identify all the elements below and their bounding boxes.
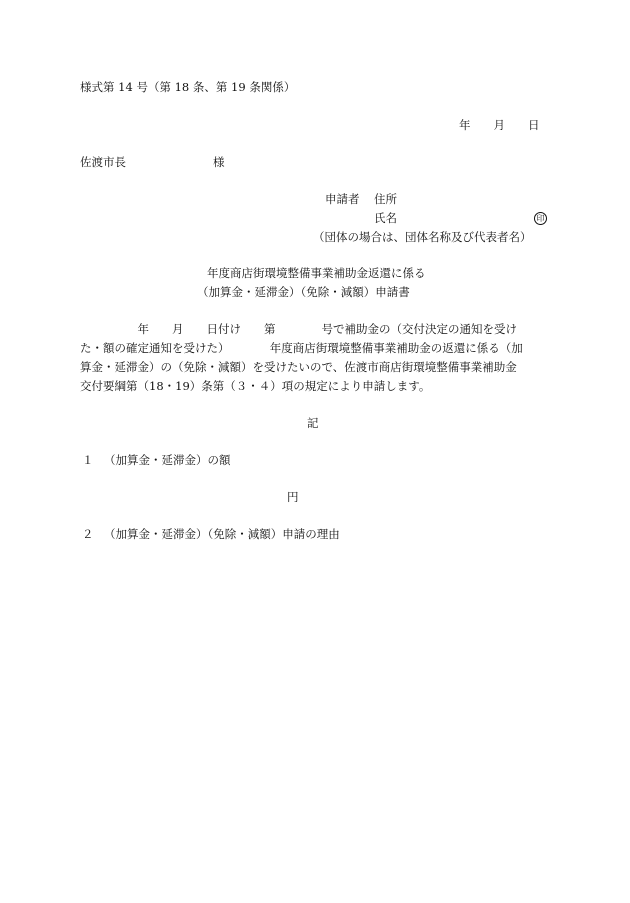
document-title-line2: （加算金・延滞金）（免除・減額）申請書 (197, 285, 410, 299)
ki-heading: 記 (307, 416, 319, 430)
applicant-label: 申請者 (325, 192, 360, 206)
date-line: 年 月 日 (459, 118, 540, 132)
body-line-4: 交付要綱第（18・19）条第（３・４）項の規定により申請します。 (80, 379, 431, 393)
seal-mark-text: 印 (536, 213, 545, 223)
form-number: 様式第 14 号（第 18 条、第 19 条関係） (80, 80, 296, 94)
body-line-3: 算金・延滞金）の（免除・減額）を受けたいので、佐渡市商店街環境整備事業補助金 (80, 360, 517, 374)
body-line-2: た・額の確定通知を受けた） 年度商店街環境整備事業補助金の返還に係る（加 (80, 341, 523, 355)
document-title-line1: 年度商店街環境整備事業補助金返還に係る (207, 266, 426, 280)
body-line-1: 年 月 日付け 第 号で補助金の（交付決定の通知を受け (80, 322, 517, 336)
item-2-label: （加算金・延滞金）（免除・減額）申請の理由 (104, 527, 340, 541)
item-1-number: １ (82, 453, 94, 467)
name-label: 氏名 (374, 211, 397, 225)
item-1-label: （加算金・延滞金）の額 (104, 453, 231, 467)
address-label: 住所 (374, 192, 397, 206)
seal-mark-icon (534, 212, 547, 225)
item-1-unit: 円 (287, 490, 299, 504)
item-2-number: ２ (82, 527, 94, 541)
group-note: （団体の場合は、団体名称及び代表者名） (313, 230, 532, 244)
addressee-honorific: 様 (213, 155, 225, 169)
addressee-title: 佐渡市長 (80, 155, 126, 169)
